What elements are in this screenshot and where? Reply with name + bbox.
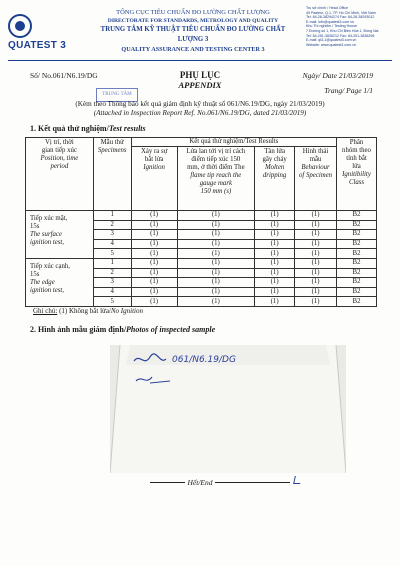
cell-molten: (1) <box>255 258 295 268</box>
cell-flame: (1) <box>177 268 255 278</box>
cell-cls: B2 <box>337 258 377 268</box>
cell-cls: B2 <box>337 211 377 221</box>
cell-beh: (1) <box>295 211 337 221</box>
cell-n: 1 <box>93 258 131 268</box>
section-2-heading <box>30 325 215 334</box>
section-1-label-en: Test results <box>108 124 146 133</box>
cell-n: 5 <box>93 297 131 307</box>
contact-line: Website: www.quatest3.com.vn <box>306 42 356 47</box>
seal-stamp: TRUNG TÂM <box>96 88 138 102</box>
cell-ign: (1) <box>131 220 177 230</box>
cell-beh: (1) <box>295 287 337 297</box>
page-number: Trang/ Page 1/1 <box>324 86 373 95</box>
end-line-right <box>215 482 290 483</box>
contact-line: 49 Pasteur, Q.1, TP. Hồ Chí Minh, Việt Nam <box>306 10 376 15</box>
cell-n: 2 <box>93 220 131 230</box>
header-ignition: Xảy ra sự bắt lửa Ignition <box>131 147 177 211</box>
cell-flame: (1) <box>177 239 255 249</box>
section-1-label: 1. Kết quả thử nghiệm/ <box>30 124 109 133</box>
cell-molten: (1) <box>255 278 295 288</box>
note-text: (1) Không bắt lửa/ <box>57 307 111 315</box>
organization-name <box>88 8 298 54</box>
header-specimens: Mẫu thử Specimens <box>93 138 131 211</box>
cell-n: 1 <box>93 211 131 221</box>
cell-ign: (1) <box>131 249 177 259</box>
cell-cls: B2 <box>337 220 377 230</box>
appendix-title-vi: PHỤ LỤC <box>179 70 221 80</box>
cell-flame: (1) <box>177 278 255 288</box>
appendix-title-en: APPENDIX <box>178 80 222 90</box>
cell-n: 4 <box>93 287 131 297</box>
section-2-label: 2. Hình ảnh mẫu giám định/ <box>30 325 127 334</box>
cell-ign: (1) <box>131 278 177 288</box>
note-label: Ghi chú: <box>33 307 58 315</box>
cell-beh: (1) <box>295 249 337 259</box>
cell-cls: B2 <box>337 268 377 278</box>
table-row <box>26 258 377 268</box>
header-behaviour: Hình thái mẫu Behaviour of Specimen <box>295 147 337 211</box>
section-2-label-en: Photos of inspected sample <box>126 325 216 334</box>
table-row <box>26 211 377 221</box>
cell-cls: B2 <box>337 239 377 249</box>
contact-line: Trụ sở chính / Head Office <box>306 6 349 10</box>
cell-ign: (1) <box>131 258 177 268</box>
document-date: Ngày/ Date 21/03/2019 <box>302 71 373 80</box>
cell-molten: (1) <box>255 249 295 259</box>
org-line-1: TỔNG CỤC TIÊU CHUẨN ĐO LƯỜNG CHẤT LƯỢNG <box>116 9 270 16</box>
section-1-heading <box>30 124 146 133</box>
letterhead <box>8 6 392 58</box>
position-label-cell: Tiếp xúc mặt, 15s The surface ignition test, <box>26 211 94 259</box>
cell-beh: (1) <box>295 220 337 230</box>
end-marker: Hết/End <box>187 478 213 487</box>
cell-molten: (1) <box>255 297 295 307</box>
cell-cls: B2 <box>337 230 377 240</box>
cell-flame: (1) <box>177 258 255 268</box>
header-test-results: Kết quả thử nghiệm/Test Results <box>131 138 336 147</box>
cell-ign: (1) <box>131 268 177 278</box>
cell-ign: (1) <box>131 297 177 307</box>
cell-cls: B2 <box>337 287 377 297</box>
note-text-en: No Ignition <box>110 307 143 315</box>
test-results-table <box>25 137 377 307</box>
table-note <box>33 307 143 315</box>
logo-text: QUATEST 3 <box>8 40 67 51</box>
cell-n: 2 <box>93 268 131 278</box>
header-flame-spread: Lửa lan tới vị trí cách điểm tiếp xúc 150 mm, ở thời điểm The flame tip reach the gauge mark 150 mm (s) <box>177 147 255 211</box>
org-line-3: TRUNG TÂM KỸ THUẬT TIÊU CHUẨN ĐO LƯỜNG CHẤT LƯỢNG 3 <box>100 26 286 43</box>
contact-line: 7 Đường số 1, Khu CN Biên Hòa 1, Đồng Nai <box>306 28 379 33</box>
cell-n: 3 <box>93 278 131 288</box>
cell-flame: (1) <box>177 220 255 230</box>
header-molten-dripping: Tàn lửa gây cháy Molten dripping <box>255 147 295 211</box>
cell-molten: (1) <box>255 220 295 230</box>
cell-beh: (1) <box>295 297 337 307</box>
contact-line: Khu Thí nghiệm / Testing House <box>306 24 358 29</box>
cell-ign: (1) <box>131 230 177 240</box>
quatest-logo-icon <box>8 14 32 38</box>
cell-cls: B2 <box>337 297 377 307</box>
cell-molten: (1) <box>255 230 295 240</box>
cell-flame: (1) <box>177 297 255 307</box>
cell-molten: (1) <box>255 211 295 221</box>
contact-line: Tel: 84-28-38294274 Fax: 84-28-38293012 <box>306 15 375 20</box>
cell-n: 3 <box>93 230 131 240</box>
header-divider <box>8 60 392 61</box>
cell-flame: (1) <box>177 249 255 259</box>
cell-flame: (1) <box>177 211 255 221</box>
cell-molten: (1) <box>255 239 295 249</box>
document-number: Số/ No.061/N6.19/DG <box>30 71 98 80</box>
cell-beh: (1) <box>295 278 337 288</box>
cell-molten: (1) <box>255 268 295 278</box>
cell-n: 5 <box>93 249 131 259</box>
cell-beh: (1) <box>295 230 337 240</box>
header-ignitibility-class: Phân nhóm theo tính bắt lửa Ignitibility Class <box>337 138 377 211</box>
results-body <box>26 211 377 307</box>
cell-flame: (1) <box>177 230 255 240</box>
cell-cls: B2 <box>337 249 377 259</box>
cell-beh: (1) <box>295 258 337 268</box>
org-line-2: DIRECTORATE FOR STANDARDS, METROLOGY AND QUALITY <box>107 18 279 24</box>
cell-flame: (1) <box>177 287 255 297</box>
sample-photo <box>110 345 346 473</box>
attachment-note-vi: (Kèm theo Thông báo kết quả giám định kỹ thuật số 061/N6.19/DG, ngày 21/03/2019) <box>75 100 325 108</box>
cell-n: 4 <box>93 239 131 249</box>
org-line-4: QUALITY ASSURANCE AND TESTING CENTER 3 <box>121 46 265 53</box>
contact-line: E-mail: qt3-1@quatest3.com.vn <box>306 38 357 43</box>
cell-cls: B2 <box>337 278 377 288</box>
cell-ign: (1) <box>131 239 177 249</box>
contact-line: E-mail: info@quatest3.com.vn <box>306 19 354 24</box>
quatest-logo <box>8 12 82 50</box>
contact-info <box>306 6 396 47</box>
cell-ign: (1) <box>131 211 177 221</box>
cell-beh: (1) <box>295 239 337 249</box>
attachment-note-en: (Attached in Inspection Report Ref. No.061/N6.19/DG, dated 21/03/2019) <box>93 109 307 117</box>
contact-line: Tel: 84-251-3836212 Fax: 84-251-3836298 <box>306 33 375 38</box>
cell-ign: (1) <box>131 287 177 297</box>
handwritten-sample-code: 061/N6.19/DG <box>172 355 236 365</box>
cell-beh: (1) <box>295 268 337 278</box>
position-label-cell: Tiếp xúc cạnh, 15s The edge ignition test, <box>26 258 94 306</box>
cell-molten: (1) <box>255 287 295 297</box>
header-position: Vị trí, thời gian tiếp xúc Position, time period <box>26 138 94 211</box>
